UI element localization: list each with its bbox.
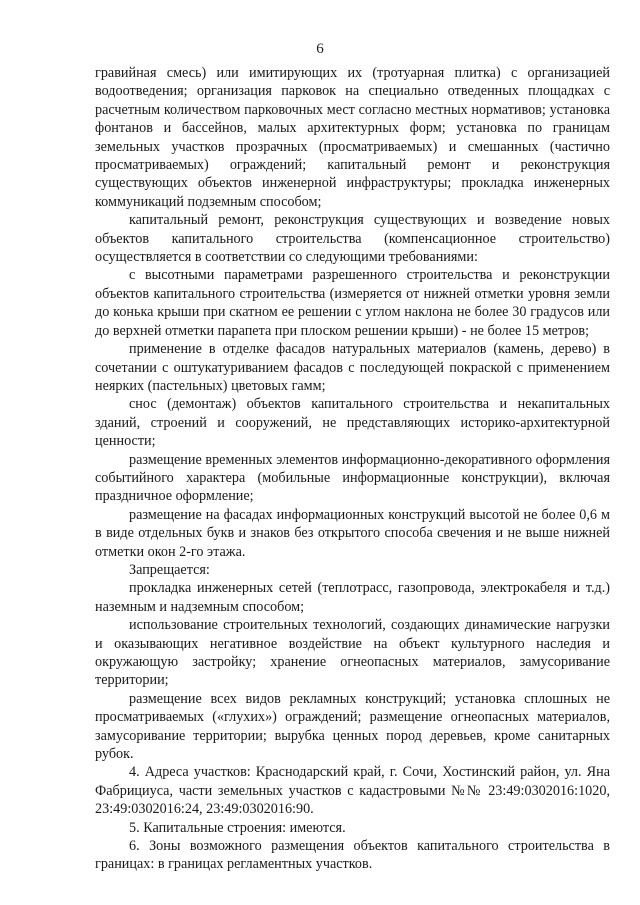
paragraph-9: прокладка инженерных сетей (теплотрасс, газопровода, электрокабеля и т.д.) наземным и надземным способом; [95,580,610,615]
paragraph-5: снос (демонтаж) объектов капитального строительства и некапитальных зданий, строений и сооружений, не представляющих историко-архитектурной ценности; [95,396,610,450]
page-number: 6 [316,41,324,57]
paragraph-3: с высотными параметрами разрешенного строительства и реконструкции объектов капитального строительства (измеряется от нижней отметки уровня земли до конька крыши при скатном ее решении с углом наклона не более 30 градусов или до верхней отметки парапета при плоском решении крыши) - не более 15 метров; [95,267,610,339]
paragraph-14: 6. Зоны возможного размещения объектов капитального строительства в границах: в границах регламентных участков. [95,838,610,873]
paragraph-12: 4. Адреса участков: Краснодарский край, г. Сочи, Хостинский район, ул. Яна Фабрициуса, части земельных участков с кадастровыми №№ 23:49:0302016:1020, 23:49:0302016:24, 23:49:0302016:90. [95,764,610,818]
paragraph-13: 5. Капитальные строения: имеются. [129,819,346,836]
paragraph-7: размещение на фасадах информационных конструкций высотой не более 0,6 м в виде отдельных букв и знаков без открытого способа свечения и не выше нижней отметки окон 2-го этажа. [95,506,610,560]
paragraph-2: капитальный ремонт, реконструкция существующих и возведение новых объектов капитального строительства (компенсационное строительство) осуществляется в соответствии со следующими требованиями: [95,212,610,266]
document-body [95,64,610,874]
paragraph-11: размещение всех видов рекламных конструкций; установка сплошных не просматриваемых («глухих») ограждений; размещение огнеопасных материалов, замусоривание территории; вырубка ценных пород деревьев, кроме санитарных рубок. [95,690,610,763]
paragraph-10: использование строительных технологий, создающих динамические нагрузки и оказывающих негативное воздействие на объект культурного наследия и окружающую застройку; хранение огнеопасных материалов, замусоривание территории; [95,617,610,689]
paragraph-1: гравийная смесь) или имитирующих их (тротуарная плитка) с организацией водоотведения; организация парковок на специально отведенных площадках с расчетным количеством парковочных мест согласно местных нормативов; установка фонтанов и бассейнов, малых архитектурных форм; установка по границам земельных участков прозрачных (просматриваемых) и смешанных (частично просматриваемых) ограждений; капитальный ремонт и реконструкция существующих объектов инженерной инфраструктуры; прокладка инженерных коммуникаций подземным способом; [95,65,610,210]
paragraph-4: применение в отделке фасадов натуральных материалов (камень, дерево) в сочетании с оштукатуриванием фасадов с последующей покраской с применением неярких (пастельных) цветовых гамм; [95,341,610,394]
paragraph-8: Запрещается: [129,561,210,578]
paragraph-6: размещение временных элементов информационно-декоративного оформления событийного характера (мобильные информационные конструкции), включая праздничное оформление; [95,451,610,505]
